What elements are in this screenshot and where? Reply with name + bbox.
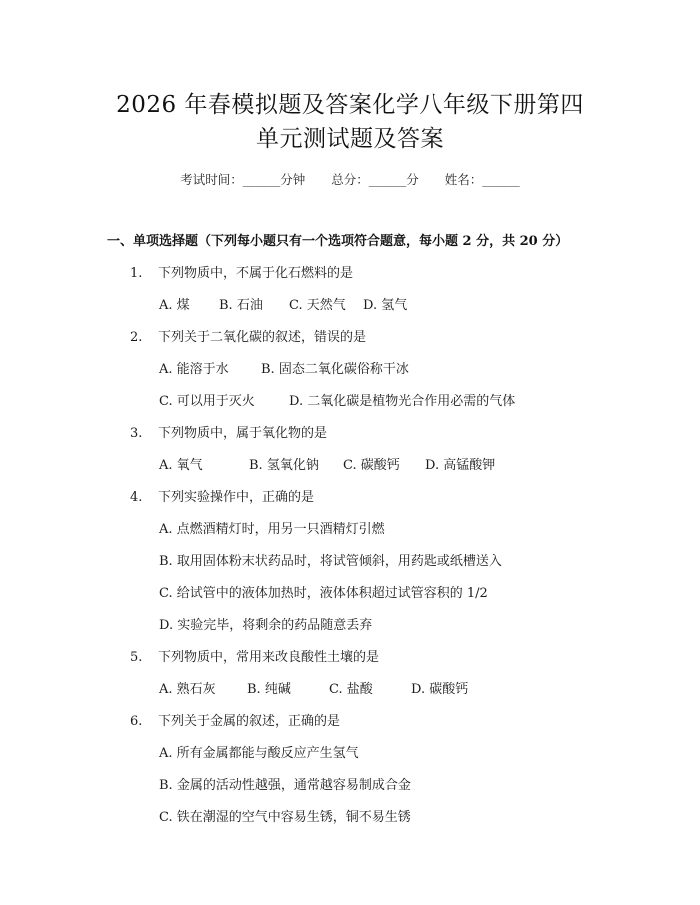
question-stem: 下列物质中，属于氧化物的是 [158,426,328,441]
total-score-field: 总分：______分 [331,172,419,187]
question-2-options-row2 [159,390,515,409]
option-b: B. 纯碱 [247,682,291,697]
question-6 [130,710,340,729]
question-5 [130,646,379,665]
option-b: B. 石油 [219,298,263,313]
question-4-option-d: D. 实验完毕，将剩余的药品随意丢弃 [159,618,373,633]
section-heading-single-choice: 一、单项选择题（下列每小题只有一个选项符合题意，每小题 2 分，共 20 分） [107,234,569,249]
option-c: C. 碳酸钙 [343,458,400,473]
question-number: 2. [130,330,143,345]
question-2-options-row1 [159,358,409,377]
option-a: A. 氧气 [159,458,203,473]
option-d: D. 高锰酸钾 [425,458,496,473]
question-number: 4. [130,490,143,505]
question-6-option-a: A. 所有金属都能与酸反应产生氢气 [159,746,359,761]
question-4-option-b: B. 取用固体粉末状药品时，将试管倾斜，用药匙或纸槽送入 [159,554,502,569]
exam-meta [0,170,700,188]
question-4 [130,486,314,505]
question-1-options [159,294,407,313]
option-b: B. 氢氧化钠 [249,458,319,473]
option-b: B. 固态二氧化碳俗称干冰 [261,362,409,377]
question-2 [130,326,366,345]
option-d: D. 碳酸钙 [411,682,469,697]
question-3 [130,422,327,441]
question-6-option-c: C. 铁在潮湿的空气中容易生锈，铜不易生锈 [159,810,411,825]
option-d: D. 二氧化碳是植物光合作用必需的气体 [289,394,516,409]
question-3-options [159,454,495,473]
option-a: A. 熟石灰 [159,682,216,697]
question-1 [130,262,353,281]
option-d: D. 氢气 [363,298,408,313]
question-stem: 下列关于金属的叙述，正确的是 [158,714,341,729]
question-5-options [159,678,468,697]
question-number: 5. [130,650,143,665]
option-c: C. 天然气 [289,298,346,313]
question-4-option-c: C. 给试管中的液体加热时，液体体积超过试管容积的 1/2 [159,586,488,601]
question-6-option-b: B. 金属的活动性越强，通常越容易制成合金 [159,778,411,793]
exam-title-line2: 单元测试题及答案 [256,126,444,152]
question-stem: 下列物质中，不属于化石燃料的是 [158,266,354,281]
exam-time-field: 考试时间：______分钟 [180,172,306,187]
student-name-field: 姓名：______ [444,172,520,187]
option-a: A. 煤 [159,298,190,313]
question-number: 1. [130,266,143,281]
option-c: C. 盐酸 [329,682,373,697]
option-a: A. 能溶于水 [159,362,229,377]
question-number: 3. [130,426,143,441]
question-stem: 下列实验操作中，正确的是 [158,490,315,505]
question-stem: 下列物质中，常用来改良酸性土壤的是 [158,650,380,665]
option-c: C. 可以用于灭火 [159,394,255,409]
question-4-option-a: A. 点燃酒精灯时，用另一只酒精灯引燃 [159,522,385,537]
exam-title-line1: 2026 年春模拟题及答案化学八年级下册第四 [116,92,584,118]
question-number: 6. [130,714,143,729]
question-stem: 下列关于二氧化碳的叙述，错误的是 [158,330,367,345]
